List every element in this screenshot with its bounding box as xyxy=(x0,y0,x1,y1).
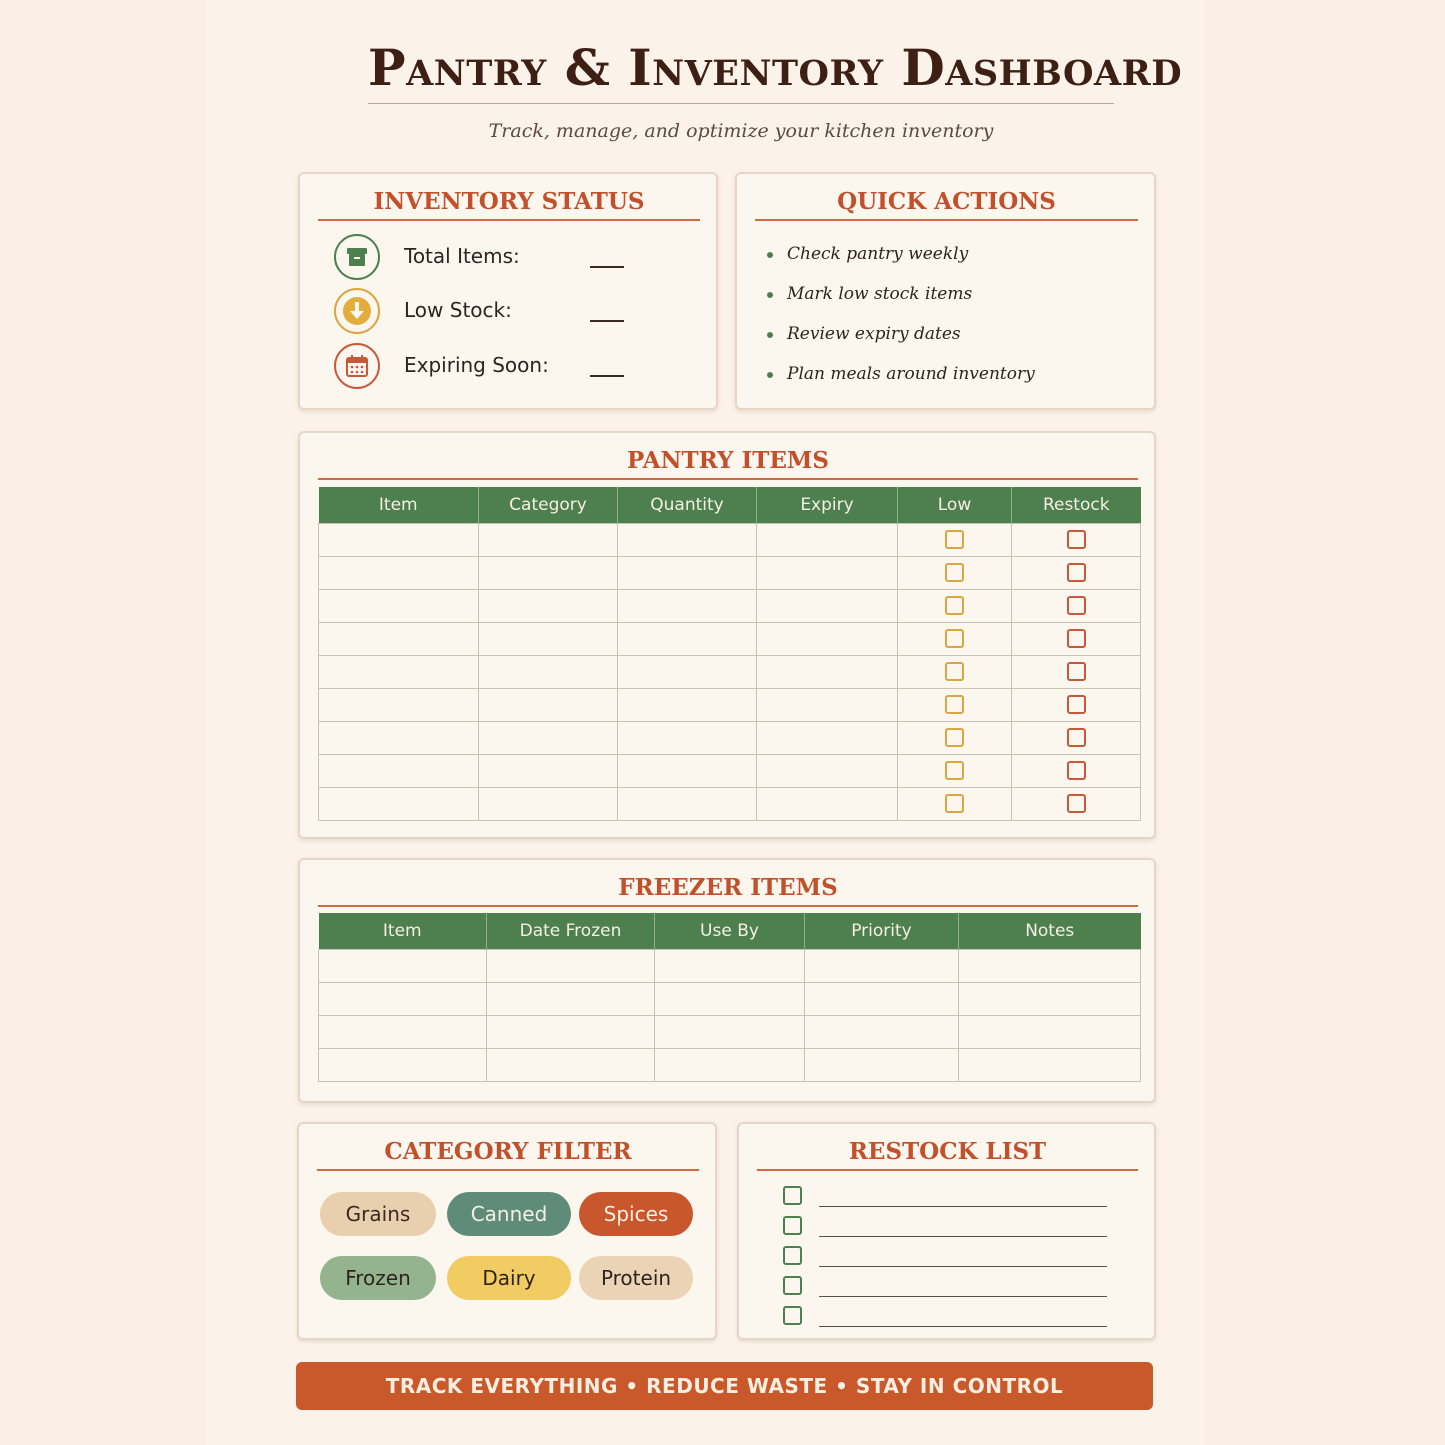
cell-quantity[interactable] xyxy=(618,754,757,787)
restock-checkbox[interactable] xyxy=(1067,563,1086,582)
calendar-icon xyxy=(334,343,380,389)
stat-label: Expiring Soon: xyxy=(404,353,549,377)
cell-quantity[interactable] xyxy=(618,655,757,688)
restock-checkbox[interactable] xyxy=(1067,794,1086,813)
category-pill-protein[interactable]: Protein xyxy=(579,1256,693,1300)
table-row xyxy=(319,1015,1141,1048)
restock-checkbox[interactable] xyxy=(1067,728,1086,747)
arrow-down-icon xyxy=(334,288,380,334)
low-checkbox[interactable] xyxy=(945,695,964,714)
cell-use-by[interactable] xyxy=(655,1048,805,1081)
cell-category[interactable] xyxy=(479,655,618,688)
restock-checkbox[interactable] xyxy=(1067,662,1086,681)
cell-category[interactable] xyxy=(479,787,618,820)
cell-restock xyxy=(1012,556,1141,589)
pantry-items-card xyxy=(298,431,1156,839)
restock-checkbox[interactable] xyxy=(1067,695,1086,714)
category-pill-grains[interactable]: Grains xyxy=(320,1192,436,1236)
cell-notes[interactable] xyxy=(959,982,1141,1015)
stat-value-blank[interactable] xyxy=(590,266,624,268)
stat-value-blank[interactable] xyxy=(590,375,624,377)
column-header-item[interactable]: Item xyxy=(319,913,487,949)
restock-item-checkbox[interactable] xyxy=(783,1186,802,1205)
cell-category[interactable] xyxy=(479,622,618,655)
cell-quantity[interactable] xyxy=(618,787,757,820)
quick-action-item: Plan meals around inventory xyxy=(767,364,1035,404)
stat-total-items xyxy=(334,234,634,280)
category-pill-spices[interactable]: Spices xyxy=(579,1192,693,1236)
category-filter-card xyxy=(297,1122,717,1340)
cell-expiry[interactable] xyxy=(757,655,898,688)
cell-item[interactable] xyxy=(319,754,479,787)
table-row xyxy=(319,655,1141,688)
cell-quantity[interactable] xyxy=(618,688,757,721)
low-checkbox[interactable] xyxy=(945,662,964,681)
cell-item[interactable] xyxy=(319,721,479,754)
table-row xyxy=(319,622,1141,655)
low-checkbox[interactable] xyxy=(945,728,964,747)
column-header-low[interactable]: Low xyxy=(898,487,1012,523)
cell-category[interactable] xyxy=(479,523,618,556)
category-filter-heading: CATEGORY FILTER xyxy=(317,1138,699,1171)
cell-item[interactable] xyxy=(319,556,479,589)
restock-list-item xyxy=(783,1186,1113,1210)
cell-item[interactable] xyxy=(319,1015,487,1048)
cell-expiry[interactable] xyxy=(757,787,898,820)
cell-expiry[interactable] xyxy=(757,589,898,622)
cell-priority[interactable] xyxy=(805,949,959,982)
cell-restock xyxy=(1012,688,1141,721)
cell-expiry[interactable] xyxy=(757,622,898,655)
cell-item[interactable] xyxy=(319,949,487,982)
stat-label: Total Items: xyxy=(404,244,520,268)
cell-low xyxy=(898,655,1012,688)
low-checkbox[interactable] xyxy=(945,563,964,582)
cell-date-frozen[interactable] xyxy=(487,1048,655,1081)
freezer-items-table xyxy=(318,913,1141,1082)
cell-low xyxy=(898,688,1012,721)
restock-list-item xyxy=(783,1306,1113,1330)
cell-low xyxy=(898,556,1012,589)
cell-low xyxy=(898,754,1012,787)
freezer-items-card xyxy=(298,858,1156,1103)
cell-quantity[interactable] xyxy=(618,523,757,556)
page-subtitle: Track, manage, and optimize your kitchen inventory xyxy=(488,120,994,142)
column-header-restock[interactable]: Restock xyxy=(1012,487,1141,523)
cell-notes[interactable] xyxy=(959,949,1141,982)
cell-expiry[interactable] xyxy=(757,688,898,721)
cell-use-by[interactable] xyxy=(655,1015,805,1048)
category-pill-frozen[interactable]: Frozen xyxy=(320,1256,436,1300)
freezer-items-heading: FREEZER ITEMS xyxy=(318,874,1138,907)
cell-category[interactable] xyxy=(479,589,618,622)
cell-quantity[interactable] xyxy=(618,556,757,589)
restock-checkbox[interactable] xyxy=(1067,629,1086,648)
cell-category[interactable] xyxy=(479,688,618,721)
cell-item[interactable] xyxy=(319,1048,487,1081)
cell-item[interactable] xyxy=(319,589,479,622)
table-header-row xyxy=(319,913,1141,949)
cell-date-frozen[interactable] xyxy=(487,982,655,1015)
cell-low xyxy=(898,622,1012,655)
cell-priority[interactable] xyxy=(805,1015,959,1048)
low-checkbox[interactable] xyxy=(945,794,964,813)
cell-restock xyxy=(1012,523,1141,556)
restock-list-item xyxy=(783,1246,1113,1270)
cell-notes[interactable] xyxy=(959,1048,1141,1081)
column-header-date-frozen[interactable]: Date Frozen xyxy=(487,913,655,949)
restock-list-card xyxy=(737,1122,1156,1340)
restock-item-line[interactable] xyxy=(819,1296,1107,1297)
quick-action-item: Check pantry weekly xyxy=(767,244,1035,284)
column-header-notes[interactable]: Notes xyxy=(959,913,1141,949)
column-header-category[interactable]: Category xyxy=(479,487,618,523)
low-checkbox[interactable] xyxy=(945,596,964,615)
archive-box-icon xyxy=(334,234,380,280)
cell-restock xyxy=(1012,589,1141,622)
cell-use-by[interactable] xyxy=(655,982,805,1015)
table-row xyxy=(319,688,1141,721)
stat-expiring-soon xyxy=(334,343,634,389)
quick-actions-card xyxy=(735,172,1156,410)
cell-date-frozen[interactable] xyxy=(487,949,655,982)
pantry-items-table xyxy=(318,487,1141,821)
restock-item-line[interactable] xyxy=(819,1236,1107,1237)
quick-actions-list xyxy=(767,244,1035,404)
cell-quantity[interactable] xyxy=(618,622,757,655)
table-row xyxy=(319,982,1141,1015)
quick-action-item: Review expiry dates xyxy=(767,324,1035,364)
table-row xyxy=(319,754,1141,787)
cell-notes[interactable] xyxy=(959,1015,1141,1048)
page-title: Pantry & Inventory Dashboard xyxy=(368,38,1183,97)
stat-low-stock xyxy=(334,288,634,334)
cell-restock xyxy=(1012,622,1141,655)
cell-restock xyxy=(1012,787,1141,820)
cell-expiry[interactable] xyxy=(757,556,898,589)
stat-value-blank[interactable] xyxy=(590,320,624,322)
cell-category[interactable] xyxy=(479,721,618,754)
stat-label: Low Stock: xyxy=(404,298,512,322)
restock-list-heading: RESTOCK LIST xyxy=(757,1138,1138,1171)
restock-list-item xyxy=(783,1216,1113,1240)
inventory-status-card xyxy=(298,172,718,410)
cell-date-frozen[interactable] xyxy=(487,1015,655,1048)
cell-quantity[interactable] xyxy=(618,589,757,622)
restock-item-checkbox[interactable] xyxy=(783,1216,802,1235)
restock-item-checkbox[interactable] xyxy=(783,1246,802,1265)
cell-low xyxy=(898,721,1012,754)
cell-priority[interactable] xyxy=(805,982,959,1015)
cell-quantity[interactable] xyxy=(618,721,757,754)
table-row xyxy=(319,523,1141,556)
pantry-table-body xyxy=(319,523,1141,820)
pantry-items-heading: PANTRY ITEMS xyxy=(318,447,1138,480)
column-header-expiry[interactable]: Expiry xyxy=(757,487,898,523)
cell-priority[interactable] xyxy=(805,1048,959,1081)
table-row xyxy=(319,589,1141,622)
restock-item-line[interactable] xyxy=(819,1326,1107,1327)
restock-item-line[interactable] xyxy=(819,1266,1107,1267)
cell-item[interactable] xyxy=(319,982,487,1015)
cell-low xyxy=(898,589,1012,622)
low-checkbox[interactable] xyxy=(945,629,964,648)
column-header-priority[interactable]: Priority xyxy=(805,913,959,949)
quick-action-item: Mark low stock items xyxy=(767,284,1035,324)
cell-item[interactable] xyxy=(319,622,479,655)
footer-banner: TRACK EVERYTHING • REDUCE WASTE • STAY IN CONTROL xyxy=(296,1362,1153,1410)
cell-restock xyxy=(1012,721,1141,754)
column-header-quantity[interactable]: Quantity xyxy=(618,487,757,523)
cell-item[interactable] xyxy=(319,787,479,820)
cell-item[interactable] xyxy=(319,655,479,688)
restock-item-line[interactable] xyxy=(819,1206,1107,1207)
cell-restock xyxy=(1012,655,1141,688)
table-header-row xyxy=(319,487,1141,523)
cell-item[interactable] xyxy=(319,688,479,721)
quick-actions-heading: QUICK ACTIONS xyxy=(755,188,1138,221)
cell-expiry[interactable] xyxy=(757,523,898,556)
restock-item-checkbox[interactable] xyxy=(783,1306,802,1325)
cell-expiry[interactable] xyxy=(757,754,898,787)
cell-restock xyxy=(1012,754,1141,787)
restock-list-item xyxy=(783,1276,1113,1300)
column-header-use-by[interactable]: Use By xyxy=(655,913,805,949)
table-row xyxy=(319,787,1141,820)
category-pill-canned[interactable]: Canned xyxy=(447,1192,571,1236)
cell-expiry[interactable] xyxy=(757,721,898,754)
table-row xyxy=(319,1048,1141,1081)
restock-item-checkbox[interactable] xyxy=(783,1276,802,1295)
table-row xyxy=(319,949,1141,982)
cell-low xyxy=(898,523,1012,556)
low-checkbox[interactable] xyxy=(945,530,964,549)
freezer-table-body xyxy=(319,949,1141,1081)
restock-checkbox[interactable] xyxy=(1067,596,1086,615)
title-divider xyxy=(368,103,1114,104)
cell-low xyxy=(898,787,1012,820)
restock-checkbox[interactable] xyxy=(1067,761,1086,780)
table-row xyxy=(319,556,1141,589)
low-checkbox[interactable] xyxy=(945,761,964,780)
cell-category[interactable] xyxy=(479,754,618,787)
cell-category[interactable] xyxy=(479,556,618,589)
inventory-status-heading: INVENTORY STATUS xyxy=(318,188,700,221)
category-pill-dairy[interactable]: Dairy xyxy=(447,1256,571,1300)
cell-use-by[interactable] xyxy=(655,949,805,982)
restock-checkbox[interactable] xyxy=(1067,530,1086,549)
table-row xyxy=(319,721,1141,754)
column-header-item[interactable]: Item xyxy=(319,487,479,523)
cell-item[interactable] xyxy=(319,523,479,556)
